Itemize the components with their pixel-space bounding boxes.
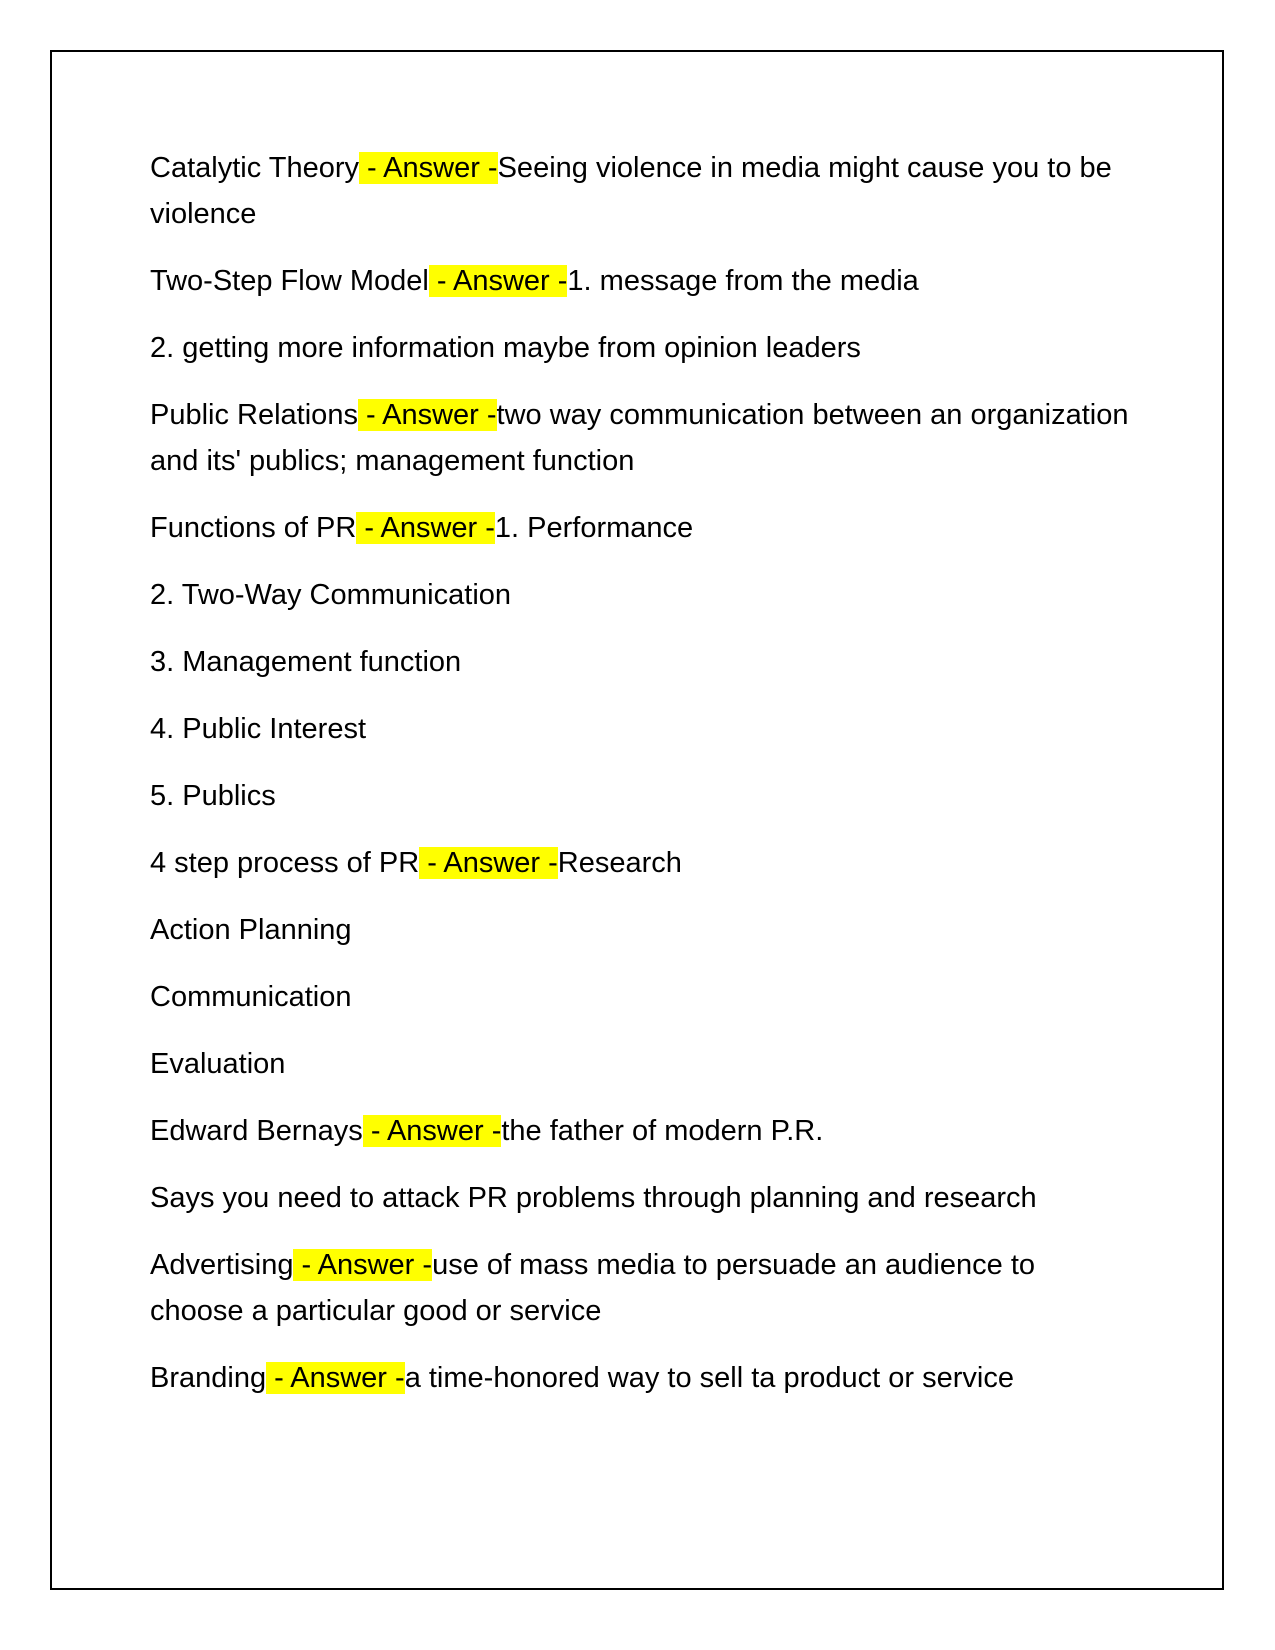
text-line: 2. Two-Way Communication — [150, 579, 512, 611]
text-line: Says you need to attack PR problems through planning and research — [150, 1182, 1037, 1214]
term: 4 step process of PR — [150, 847, 420, 879]
answer-separator: - Answer - — [419, 847, 558, 879]
term: Two-Step Flow Model — [150, 265, 429, 297]
flashcard-two-step-flow-model — [150, 258, 1130, 304]
flashcard-public-relations — [150, 392, 1130, 484]
text-line: 2. getting more information maybe from opinion leaders — [150, 332, 861, 364]
flashcard-branding — [150, 1355, 1130, 1401]
flashcard-edward-bernays — [150, 1108, 1130, 1154]
flashcard-functions-of-pr — [150, 505, 1130, 551]
term: Edward Bernays — [150, 1115, 363, 1147]
answer: the father of modern P.R. — [501, 1115, 824, 1147]
answer: Seeing violence in media might cause you to be violence — [150, 152, 1112, 230]
answer-separator: - Answer - — [428, 265, 568, 297]
answer-separator: - Answer - — [362, 1115, 502, 1147]
answer: 1. message from the media — [567, 265, 919, 297]
flashcard-advertising — [150, 1242, 1130, 1334]
term: Branding — [150, 1362, 267, 1394]
term: Catalytic Theory — [150, 152, 359, 184]
term: Functions of PR — [150, 512, 357, 544]
answer-separator: - Answer - — [266, 1362, 405, 1394]
document-body — [150, 145, 1130, 1422]
text-line: 3. Management function — [150, 646, 462, 678]
flashcard-4-step-process — [150, 840, 1130, 886]
answer: 1. Performance — [494, 512, 694, 544]
answer: a time-honored way to sell ta product or service — [404, 1362, 1014, 1394]
answer-separator: - Answer - — [359, 152, 498, 184]
text-line: Action Planning — [150, 914, 352, 946]
flashcard-catalytic-theory — [150, 145, 1130, 237]
text-line: Communication — [150, 981, 352, 1013]
answer-separator: - Answer - — [357, 399, 497, 431]
text-line: 4. Public Interest — [150, 713, 366, 745]
answer: Research — [557, 847, 682, 879]
answer: two way communication between an organization and its' publics; management function — [150, 399, 1129, 477]
text-line: 5. Publics — [150, 780, 276, 812]
answer-separator: - Answer - — [293, 1249, 433, 1281]
term: Advertising — [150, 1249, 294, 1281]
answer: use of mass media to persuade an audience to choose a particular good or service — [150, 1249, 1036, 1327]
text-line: Evaluation — [150, 1048, 286, 1080]
answer-separator: - Answer - — [356, 512, 495, 544]
term: Public Relations — [150, 399, 358, 431]
